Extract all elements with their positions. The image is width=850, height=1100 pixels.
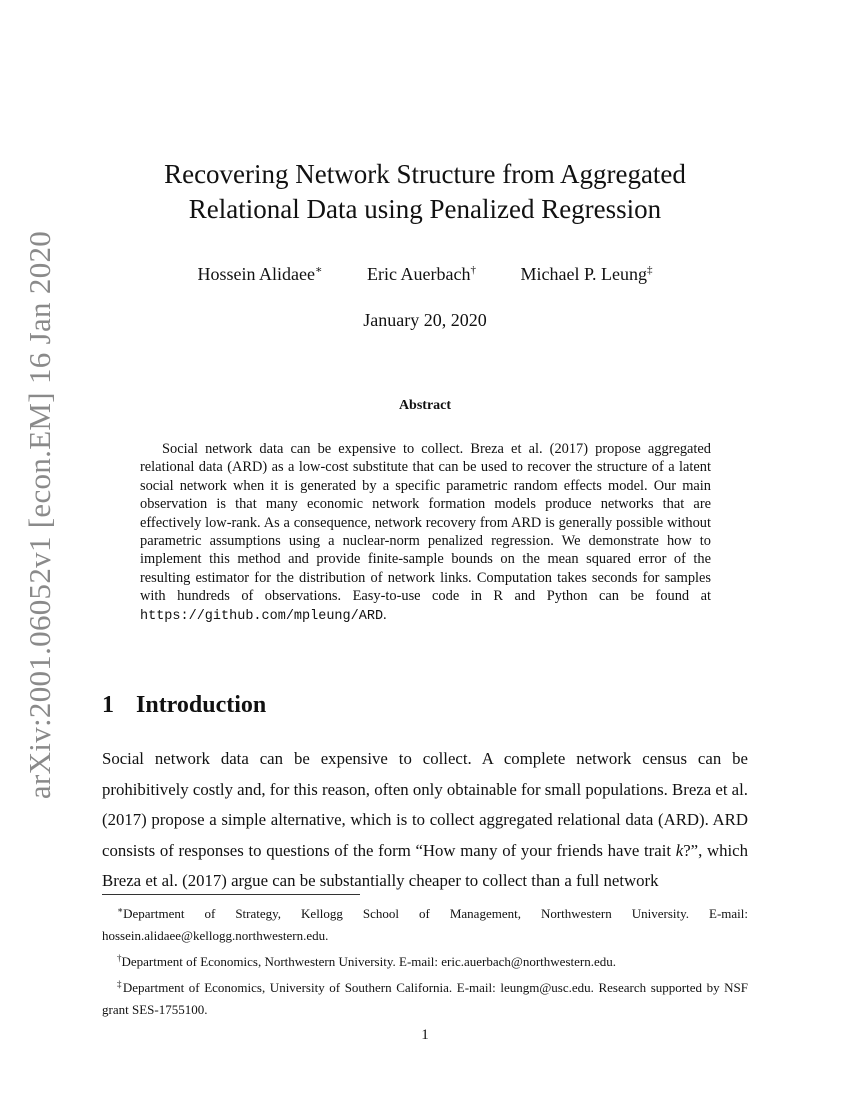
author-name: Hossein Alidaee <box>197 264 316 284</box>
abstract-heading: Abstract <box>398 398 452 413</box>
author-footnote-mark: ‡ <box>646 264 653 276</box>
footnote-text: Department of Economics, Northwestern University. E-mail: eric.auerbach@northwestern.edu. <box>121 954 616 969</box>
footnote-leung <box>102 973 748 1021</box>
abstract-end: . <box>383 606 387 623</box>
paper-title-line-1: Recovering Network Structure from Aggregated <box>164 159 686 189</box>
footnote-auerbach <box>102 947 748 973</box>
footnote-mark: ‡ <box>117 979 123 989</box>
intro-text-part-1: Social network data can be expensive to collect. A complete network census can be prohibitively costly and, for this reason, often only obtainable for small populations. Breza et al. (2017) propose a simple alternative, which is to collect aggregated relational data (ARD). ARD consists of responses to questions of the form “How many of your friends have trait <box>102 749 748 860</box>
publication-date: January 20, 2020 <box>363 310 487 330</box>
author-footnote-mark: ∗ <box>315 264 323 276</box>
footnote-mark: † <box>117 953 122 963</box>
arxiv-identifier-text: arXiv:2001.06052v1 [econ.EM] 16 Jan 2020 <box>22 230 57 800</box>
introduction-paragraph <box>102 744 748 897</box>
author-name: Michael P. Leung <box>520 264 647 284</box>
page-number: 1 <box>421 1027 429 1043</box>
author-name: Eric Auerbach <box>367 264 471 284</box>
footnote-text: Department of Economics, University of Southern California. E-mail: leungm@usc.edu. Research supported by NSF grant SES-1755100. <box>102 980 749 1017</box>
footnotes <box>102 899 748 1021</box>
paper-title <box>0 157 850 227</box>
abstract-text: Social network data can be expensive to collect. Breza et al. (2017) propose aggregated relational data (ARD) as a low-cost substitute that can be used to recover the structure of a latent social network when it is generated by a specific parametric random effects model. Our main observation is that many economic network formation models produce networks that are effectively low-rank. As a consequence, network recovery from ARD is generally possible without parametric assumptions using a nuclear-norm penalized regression. We demonstrate how to implement this method and provide finite-sample bounds on the mean squared error of the resulting estimator for the distribution of network links. Computation takes seconds for samples with hundreds of observations. Easy-to-use code in R and Python can be found at <box>140 441 711 605</box>
intro-text-part-2: ?”, which Breza et al. (2017) argue can be substantially cheaper to collect than a full network <box>102 840 748 891</box>
intro-variable-k: k <box>675 840 684 860</box>
footnote-text: Department of Strategy, Kellogg School of Management, Northwestern University. E-mail: hossein.alidaee@kellogg.northwestern.edu. <box>102 906 748 943</box>
paper-title-line-2: Relational Data using Penalized Regression <box>188 194 662 224</box>
section-heading-introduction <box>102 692 266 719</box>
author-auerbach <box>367 264 476 284</box>
section-title: Introduction <box>136 692 267 718</box>
footnote-alidaee <box>102 899 748 947</box>
code-repository-link[interactable]: https://github.com/mpleung/ARD <box>140 608 384 624</box>
footnote-mark: ∗ <box>117 905 124 915</box>
author-list <box>0 263 850 285</box>
section-number: 1 <box>102 692 114 718</box>
author-leung <box>520 264 652 284</box>
abstract-body <box>140 440 711 626</box>
footnote-divider <box>102 894 360 895</box>
author-alidaee <box>198 264 323 284</box>
author-footnote-mark: † <box>470 264 476 276</box>
